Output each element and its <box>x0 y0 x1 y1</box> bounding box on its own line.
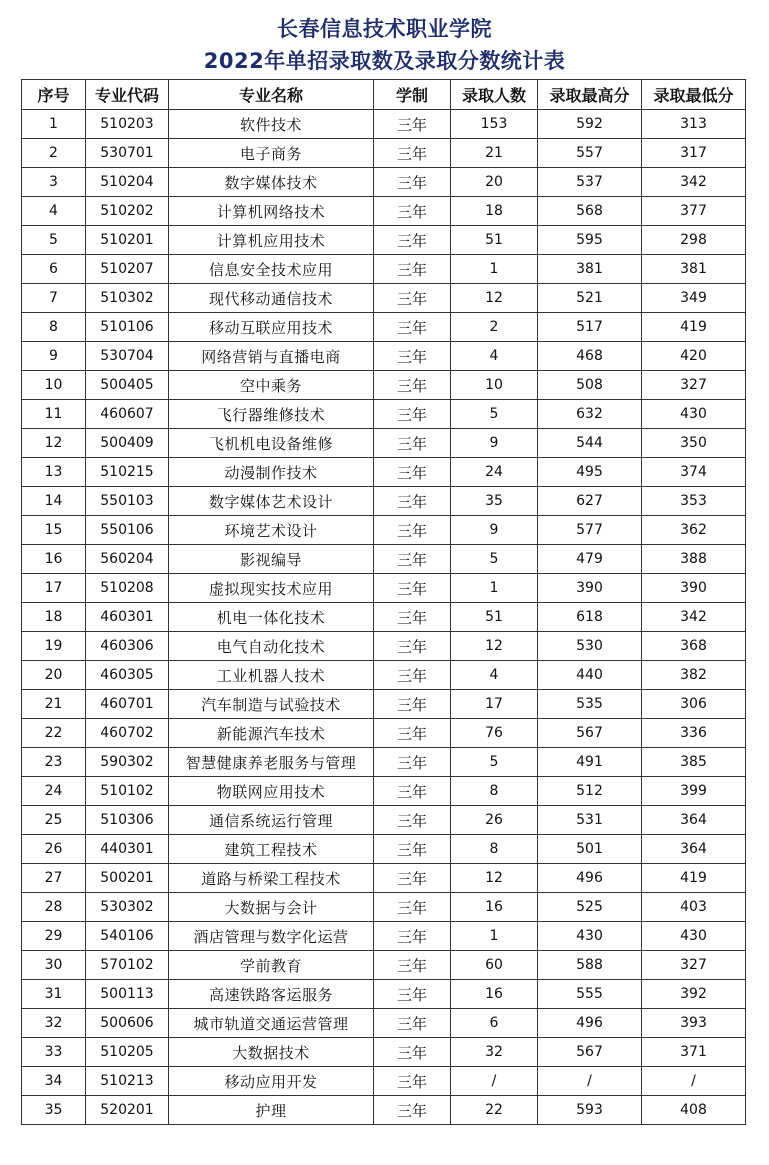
cell-count: 26 <box>451 806 538 835</box>
cell-code: 510201 <box>86 226 169 255</box>
table-row <box>22 980 746 1009</box>
cell-duration: 三年 <box>374 342 451 371</box>
cell-duration: 三年 <box>374 951 451 980</box>
table-row <box>22 429 746 458</box>
cell-seq: 21 <box>22 690 86 719</box>
cell-count: 76 <box>451 719 538 748</box>
table-row <box>22 342 746 371</box>
cell-seq: 26 <box>22 835 86 864</box>
cell-seq: 28 <box>22 893 86 922</box>
cell-major: 网络营销与直播电商 <box>169 342 374 371</box>
cell-seq: 15 <box>22 516 86 545</box>
cell-count: 12 <box>451 284 538 313</box>
cell-count: 1 <box>451 255 538 284</box>
table-row <box>22 574 746 603</box>
cell-duration: 三年 <box>374 400 451 429</box>
cell-count: 12 <box>451 632 538 661</box>
cell-min-score: 403 <box>642 893 746 922</box>
cell-count: 12 <box>451 864 538 893</box>
cell-duration: 三年 <box>374 313 451 342</box>
cell-code: 440301 <box>86 835 169 864</box>
cell-major: 动漫制作技术 <box>169 458 374 487</box>
cell-seq: 29 <box>22 922 86 951</box>
cell-min-score: 374 <box>642 458 746 487</box>
cell-major: 数字媒体技术 <box>169 168 374 197</box>
cell-code: 550103 <box>86 487 169 516</box>
cell-duration: 三年 <box>374 255 451 284</box>
cell-major: 道路与桥梁工程技术 <box>169 864 374 893</box>
cell-count: 1 <box>451 922 538 951</box>
table-row <box>22 1067 746 1096</box>
cell-duration: 三年 <box>374 603 451 632</box>
cell-duration: 三年 <box>374 197 451 226</box>
cell-code: 530704 <box>86 342 169 371</box>
header-count: 录取人数 <box>451 80 538 110</box>
cell-max-score: 535 <box>538 690 642 719</box>
cell-max-score: 381 <box>538 255 642 284</box>
cell-seq: 33 <box>22 1038 86 1067</box>
cell-max-score: 496 <box>538 1009 642 1038</box>
cell-min-score: 377 <box>642 197 746 226</box>
cell-max-score: 496 <box>538 864 642 893</box>
cell-max-score: 537 <box>538 168 642 197</box>
cell-duration: 三年 <box>374 748 451 777</box>
cell-min-score: 419 <box>642 864 746 893</box>
cell-min-score: 342 <box>642 603 746 632</box>
table-row <box>22 603 746 632</box>
cell-count: 16 <box>451 980 538 1009</box>
cell-duration: 三年 <box>374 1067 451 1096</box>
cell-max-score: 567 <box>538 719 642 748</box>
cell-code: 460301 <box>86 603 169 632</box>
cell-code: 510106 <box>86 313 169 342</box>
cell-duration: 三年 <box>374 516 451 545</box>
cell-count: 35 <box>451 487 538 516</box>
cell-major: 计算机网络技术 <box>169 197 374 226</box>
cell-seq: 34 <box>22 1067 86 1096</box>
cell-max-score: 627 <box>538 487 642 516</box>
cell-seq: 27 <box>22 864 86 893</box>
cell-count: 32 <box>451 1038 538 1067</box>
cell-max-score: 531 <box>538 806 642 835</box>
cell-duration: 三年 <box>374 284 451 313</box>
cell-count: 6 <box>451 1009 538 1038</box>
cell-code: 500409 <box>86 429 169 458</box>
cell-count: 9 <box>451 429 538 458</box>
page-subtitle: 2022年单招录取数及录取分数统计表 <box>203 49 566 73</box>
cell-major: 城市轨道交通运营管理 <box>169 1009 374 1038</box>
cell-code: 510306 <box>86 806 169 835</box>
cell-min-score: 350 <box>642 429 746 458</box>
cell-duration: 三年 <box>374 690 451 719</box>
admission-table <box>21 79 746 1125</box>
cell-major: 飞机机电设备维修 <box>169 429 374 458</box>
cell-code: 550106 <box>86 516 169 545</box>
table-row <box>22 1009 746 1038</box>
cell-code: 560204 <box>86 545 169 574</box>
cell-seq: 12 <box>22 429 86 458</box>
table-row <box>22 516 746 545</box>
cell-duration: 三年 <box>374 429 451 458</box>
header-seq: 序号 <box>22 80 86 110</box>
table-header-row <box>22 80 746 110</box>
cell-seq: 24 <box>22 777 86 806</box>
cell-major: 空中乘务 <box>169 371 374 400</box>
cell-duration: 三年 <box>374 574 451 603</box>
cell-major: 数字媒体艺术设计 <box>169 487 374 516</box>
cell-count: 4 <box>451 342 538 371</box>
cell-code: 460305 <box>86 661 169 690</box>
cell-code: 500201 <box>86 864 169 893</box>
cell-min-score: 336 <box>642 719 746 748</box>
cell-major: 移动互联应用技术 <box>169 313 374 342</box>
cell-min-score: 342 <box>642 168 746 197</box>
cell-code: 510213 <box>86 1067 169 1096</box>
cell-min-score: 368 <box>642 632 746 661</box>
table-row <box>22 168 746 197</box>
table-row <box>22 255 746 284</box>
table-row <box>22 139 746 168</box>
table-row <box>22 893 746 922</box>
cell-count: 5 <box>451 748 538 777</box>
cell-duration: 三年 <box>374 835 451 864</box>
cell-major: 信息安全技术应用 <box>169 255 374 284</box>
cell-duration: 三年 <box>374 661 451 690</box>
table-row <box>22 1038 746 1067</box>
cell-code: 510207 <box>86 255 169 284</box>
cell-duration: 三年 <box>374 806 451 835</box>
cell-duration: 三年 <box>374 168 451 197</box>
cell-max-score: 567 <box>538 1038 642 1067</box>
cell-min-score: 298 <box>642 226 746 255</box>
cell-major: 软件技术 <box>169 110 374 139</box>
cell-max-score: 592 <box>538 110 642 139</box>
cell-major: 电气自动化技术 <box>169 632 374 661</box>
cell-major: 高速铁路客运服务 <box>169 980 374 1009</box>
cell-min-score: 420 <box>642 342 746 371</box>
cell-min-score: 327 <box>642 951 746 980</box>
cell-duration: 三年 <box>374 632 451 661</box>
cell-min-score: 317 <box>642 139 746 168</box>
table-row <box>22 922 746 951</box>
cell-max-score: 555 <box>538 980 642 1009</box>
cell-major: 移动应用开发 <box>169 1067 374 1096</box>
cell-seq: 11 <box>22 400 86 429</box>
cell-min-score: 399 <box>642 777 746 806</box>
cell-max-score: 440 <box>538 661 642 690</box>
cell-max-score: 521 <box>538 284 642 313</box>
cell-seq: 16 <box>22 545 86 574</box>
cell-count: 51 <box>451 603 538 632</box>
cell-max-score: 525 <box>538 893 642 922</box>
cell-major: 酒店管理与数字化运营 <box>169 922 374 951</box>
cell-count: 2 <box>451 313 538 342</box>
table-row <box>22 748 746 777</box>
cell-min-score: 390 <box>642 574 746 603</box>
table-row <box>22 313 746 342</box>
cell-duration: 三年 <box>374 864 451 893</box>
cell-seq: 20 <box>22 661 86 690</box>
table-body <box>22 110 746 1125</box>
cell-min-score: 393 <box>642 1009 746 1038</box>
table-row <box>22 458 746 487</box>
cell-min-score: 371 <box>642 1038 746 1067</box>
cell-max-score: 568 <box>538 197 642 226</box>
cell-max-score: 468 <box>538 342 642 371</box>
table-row <box>22 835 746 864</box>
cell-code: 460607 <box>86 400 169 429</box>
table-row <box>22 864 746 893</box>
cell-code: 570102 <box>86 951 169 980</box>
cell-seq: 32 <box>22 1009 86 1038</box>
cell-code: 460306 <box>86 632 169 661</box>
cell-count: 10 <box>451 371 538 400</box>
cell-max-score: 618 <box>538 603 642 632</box>
cell-duration: 三年 <box>374 1009 451 1038</box>
cell-duration: 三年 <box>374 371 451 400</box>
header-max-score: 录取最高分 <box>538 80 642 110</box>
cell-major: 环境艺术设计 <box>169 516 374 545</box>
cell-max-score: 557 <box>538 139 642 168</box>
table-row <box>22 197 746 226</box>
table-row <box>22 371 746 400</box>
cell-max-score: 430 <box>538 922 642 951</box>
cell-min-score: 430 <box>642 400 746 429</box>
cell-major: 学前教育 <box>169 951 374 980</box>
table-row <box>22 719 746 748</box>
cell-min-score: 392 <box>642 980 746 1009</box>
table-row <box>22 632 746 661</box>
cell-seq: 30 <box>22 951 86 980</box>
cell-major: 影视编导 <box>169 545 374 574</box>
cell-min-score: 362 <box>642 516 746 545</box>
cell-min-score: 419 <box>642 313 746 342</box>
cell-major: 大数据与会计 <box>169 893 374 922</box>
cell-count: 60 <box>451 951 538 980</box>
cell-code: 500405 <box>86 371 169 400</box>
cell-min-score: 353 <box>642 487 746 516</box>
cell-seq: 14 <box>22 487 86 516</box>
cell-duration: 三年 <box>374 893 451 922</box>
header-code: 专业代码 <box>86 80 169 110</box>
cell-duration: 三年 <box>374 458 451 487</box>
cell-count: 51 <box>451 226 538 255</box>
cell-code: 500606 <box>86 1009 169 1038</box>
cell-count: 8 <box>451 777 538 806</box>
cell-max-score: 588 <box>538 951 642 980</box>
cell-max-score: 390 <box>538 574 642 603</box>
cell-seq: 2 <box>22 139 86 168</box>
cell-min-score: 381 <box>642 255 746 284</box>
cell-count: 5 <box>451 400 538 429</box>
cell-min-score: 313 <box>642 110 746 139</box>
cell-code: 460702 <box>86 719 169 748</box>
cell-seq: 9 <box>22 342 86 371</box>
cell-count: 18 <box>451 197 538 226</box>
cell-seq: 18 <box>22 603 86 632</box>
cell-count: 4 <box>451 661 538 690</box>
cell-major: 飞行器维修技术 <box>169 400 374 429</box>
cell-count: 5 <box>451 545 538 574</box>
table-row <box>22 806 746 835</box>
cell-max-score: 544 <box>538 429 642 458</box>
cell-count: 153 <box>451 110 538 139</box>
cell-major: 现代移动通信技术 <box>169 284 374 313</box>
cell-min-score: 364 <box>642 835 746 864</box>
cell-code: 510202 <box>86 197 169 226</box>
cell-seq: 23 <box>22 748 86 777</box>
cell-max-score: / <box>538 1067 642 1096</box>
header-major: 专业名称 <box>169 80 374 110</box>
cell-duration: 三年 <box>374 545 451 574</box>
cell-seq: 6 <box>22 255 86 284</box>
cell-code: 460701 <box>86 690 169 719</box>
cell-code: 540106 <box>86 922 169 951</box>
cell-code: 530302 <box>86 893 169 922</box>
table-row <box>22 777 746 806</box>
header-duration: 学制 <box>374 80 451 110</box>
cell-min-score: 327 <box>642 371 746 400</box>
cell-code: 510208 <box>86 574 169 603</box>
cell-max-score: 479 <box>538 545 642 574</box>
cell-seq: 4 <box>22 197 86 226</box>
table-row <box>22 661 746 690</box>
cell-max-score: 491 <box>538 748 642 777</box>
cell-min-score: 306 <box>642 690 746 719</box>
cell-max-score: 495 <box>538 458 642 487</box>
cell-duration: 三年 <box>374 1038 451 1067</box>
cell-major: 计算机应用技术 <box>169 226 374 255</box>
cell-seq: 8 <box>22 313 86 342</box>
cell-max-score: 595 <box>538 226 642 255</box>
cell-max-score: 577 <box>538 516 642 545</box>
cell-min-score: 364 <box>642 806 746 835</box>
cell-major: 电子商务 <box>169 139 374 168</box>
cell-duration: 三年 <box>374 719 451 748</box>
cell-seq: 10 <box>22 371 86 400</box>
cell-count: 20 <box>451 168 538 197</box>
cell-code: 510215 <box>86 458 169 487</box>
cell-code: 500113 <box>86 980 169 1009</box>
cell-code: 590302 <box>86 748 169 777</box>
cell-max-score: 512 <box>538 777 642 806</box>
cell-major: 新能源汽车技术 <box>169 719 374 748</box>
table-row <box>22 110 746 139</box>
cell-major: 工业机器人技术 <box>169 661 374 690</box>
cell-duration: 三年 <box>374 777 451 806</box>
cell-seq: 5 <box>22 226 86 255</box>
cell-duration: 三年 <box>374 139 451 168</box>
table-row <box>22 400 746 429</box>
cell-duration: 三年 <box>374 110 451 139</box>
cell-code: 510203 <box>86 110 169 139</box>
cell-major: 物联网应用技术 <box>169 777 374 806</box>
cell-duration: 三年 <box>374 487 451 516</box>
cell-max-score: 632 <box>538 400 642 429</box>
cell-max-score: 593 <box>538 1096 642 1125</box>
cell-seq: 35 <box>22 1096 86 1125</box>
cell-seq: 7 <box>22 284 86 313</box>
cell-min-score: 408 <box>642 1096 746 1125</box>
table-row <box>22 487 746 516</box>
cell-count: / <box>451 1067 538 1096</box>
cell-seq: 31 <box>22 980 86 1009</box>
cell-count: 24 <box>451 458 538 487</box>
cell-count: 17 <box>451 690 538 719</box>
cell-code: 530701 <box>86 139 169 168</box>
cell-code: 510205 <box>86 1038 169 1067</box>
cell-code: 510204 <box>86 168 169 197</box>
cell-major: 大数据技术 <box>169 1038 374 1067</box>
cell-seq: 25 <box>22 806 86 835</box>
cell-max-score: 508 <box>538 371 642 400</box>
cell-max-score: 501 <box>538 835 642 864</box>
cell-major: 建筑工程技术 <box>169 835 374 864</box>
cell-count: 8 <box>451 835 538 864</box>
cell-count: 16 <box>451 893 538 922</box>
table-row <box>22 284 746 313</box>
table-row <box>22 1096 746 1125</box>
cell-min-score: 430 <box>642 922 746 951</box>
cell-major: 虚拟现实技术应用 <box>169 574 374 603</box>
cell-major: 护理 <box>169 1096 374 1125</box>
cell-min-score: / <box>642 1067 746 1096</box>
cell-major: 通信系统运行管理 <box>169 806 374 835</box>
table-row <box>22 545 746 574</box>
cell-seq: 22 <box>22 719 86 748</box>
cell-seq: 19 <box>22 632 86 661</box>
table-row <box>22 690 746 719</box>
cell-seq: 13 <box>22 458 86 487</box>
cell-count: 1 <box>451 574 538 603</box>
cell-min-score: 388 <box>642 545 746 574</box>
cell-code: 510302 <box>86 284 169 313</box>
cell-count: 9 <box>451 516 538 545</box>
cell-min-score: 349 <box>642 284 746 313</box>
cell-seq: 17 <box>22 574 86 603</box>
cell-major: 汽车制造与试验技术 <box>169 690 374 719</box>
cell-code: 520201 <box>86 1096 169 1125</box>
cell-count: 22 <box>451 1096 538 1125</box>
table-row <box>22 951 746 980</box>
header-min-score: 录取最低分 <box>642 80 746 110</box>
cell-max-score: 530 <box>538 632 642 661</box>
cell-seq: 3 <box>22 168 86 197</box>
cell-seq: 1 <box>22 110 86 139</box>
cell-duration: 三年 <box>374 1096 451 1125</box>
cell-duration: 三年 <box>374 922 451 951</box>
cell-max-score: 517 <box>538 313 642 342</box>
cell-count: 21 <box>451 139 538 168</box>
cell-major: 机电一体化技术 <box>169 603 374 632</box>
cell-min-score: 382 <box>642 661 746 690</box>
page-title: 长春信息技术职业学院 <box>277 17 492 41</box>
cell-min-score: 385 <box>642 748 746 777</box>
cell-code: 510102 <box>86 777 169 806</box>
cell-major: 智慧健康养老服务与管理 <box>169 748 374 777</box>
cell-duration: 三年 <box>374 980 451 1009</box>
cell-duration: 三年 <box>374 226 451 255</box>
table-row <box>22 226 746 255</box>
